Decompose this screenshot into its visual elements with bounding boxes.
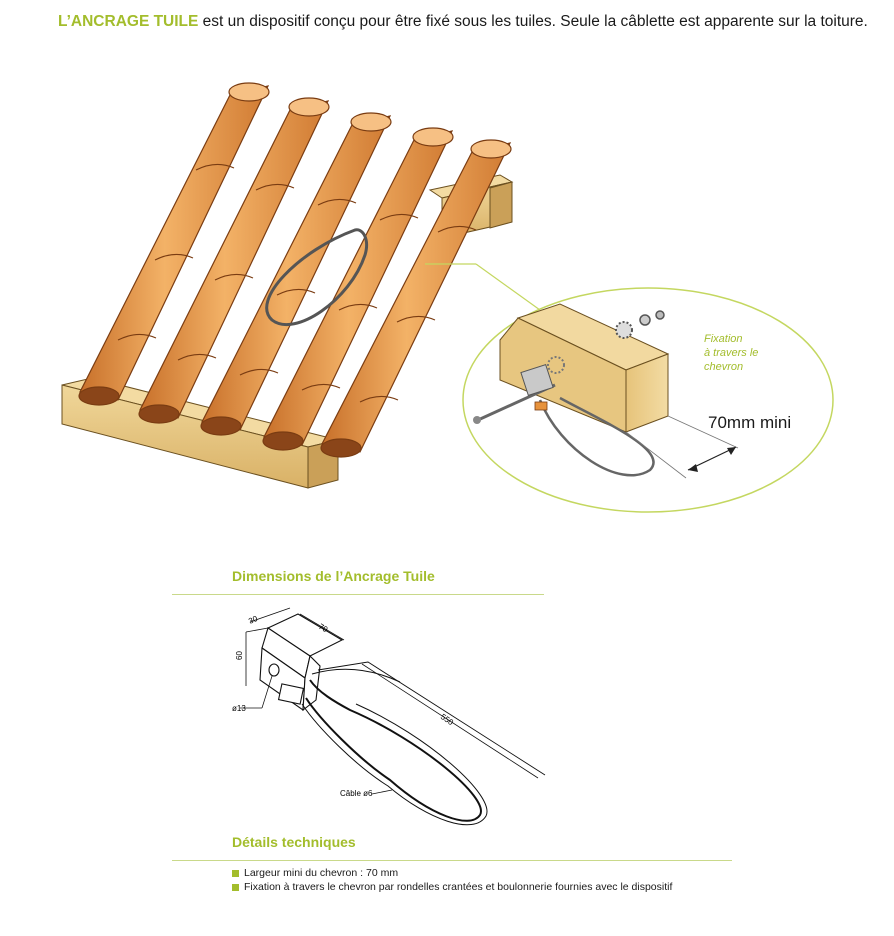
callout-note-line-1: Fixation <box>704 333 743 345</box>
callout-dimension-label: 70mm mini <box>708 413 792 432</box>
dim-70: 70 <box>317 621 330 635</box>
bullet-square-icon <box>232 870 239 877</box>
dim-30: 30 <box>247 613 259 626</box>
dim-cable: Câble ø6 <box>340 789 373 798</box>
bullet-square-icon <box>232 884 239 891</box>
details-title: Détails techniques <box>232 834 356 850</box>
callout-note-line-2: à travers le <box>704 347 759 359</box>
callout-note-line-3: chevron <box>704 361 744 373</box>
intro-text: est un dispositif conçu pour être fixé sous les tuiles. Seule la câblette est apparente sur la toiture. <box>198 13 868 30</box>
details-divider <box>172 860 732 861</box>
dimensions-drawing <box>0 600 894 840</box>
detail-callout <box>463 288 833 512</box>
details-item: Largeur mini du chevron : 70 mm <box>232 866 672 880</box>
dim-60: 60 <box>235 651 244 660</box>
details-list <box>232 866 672 894</box>
dim-hole: ø13 <box>232 704 246 713</box>
details-item: Fixation à travers le chevron par rondelles crantées et boulonnerie fournies avec le dispositif <box>232 880 672 894</box>
dimensions-title: Dimensions de l’Ancrage Tuile <box>232 568 435 584</box>
dim-550: 550 <box>438 712 455 728</box>
product-name: L’ANCRAGE TUILE <box>58 13 199 30</box>
dimensions-divider <box>172 594 544 595</box>
